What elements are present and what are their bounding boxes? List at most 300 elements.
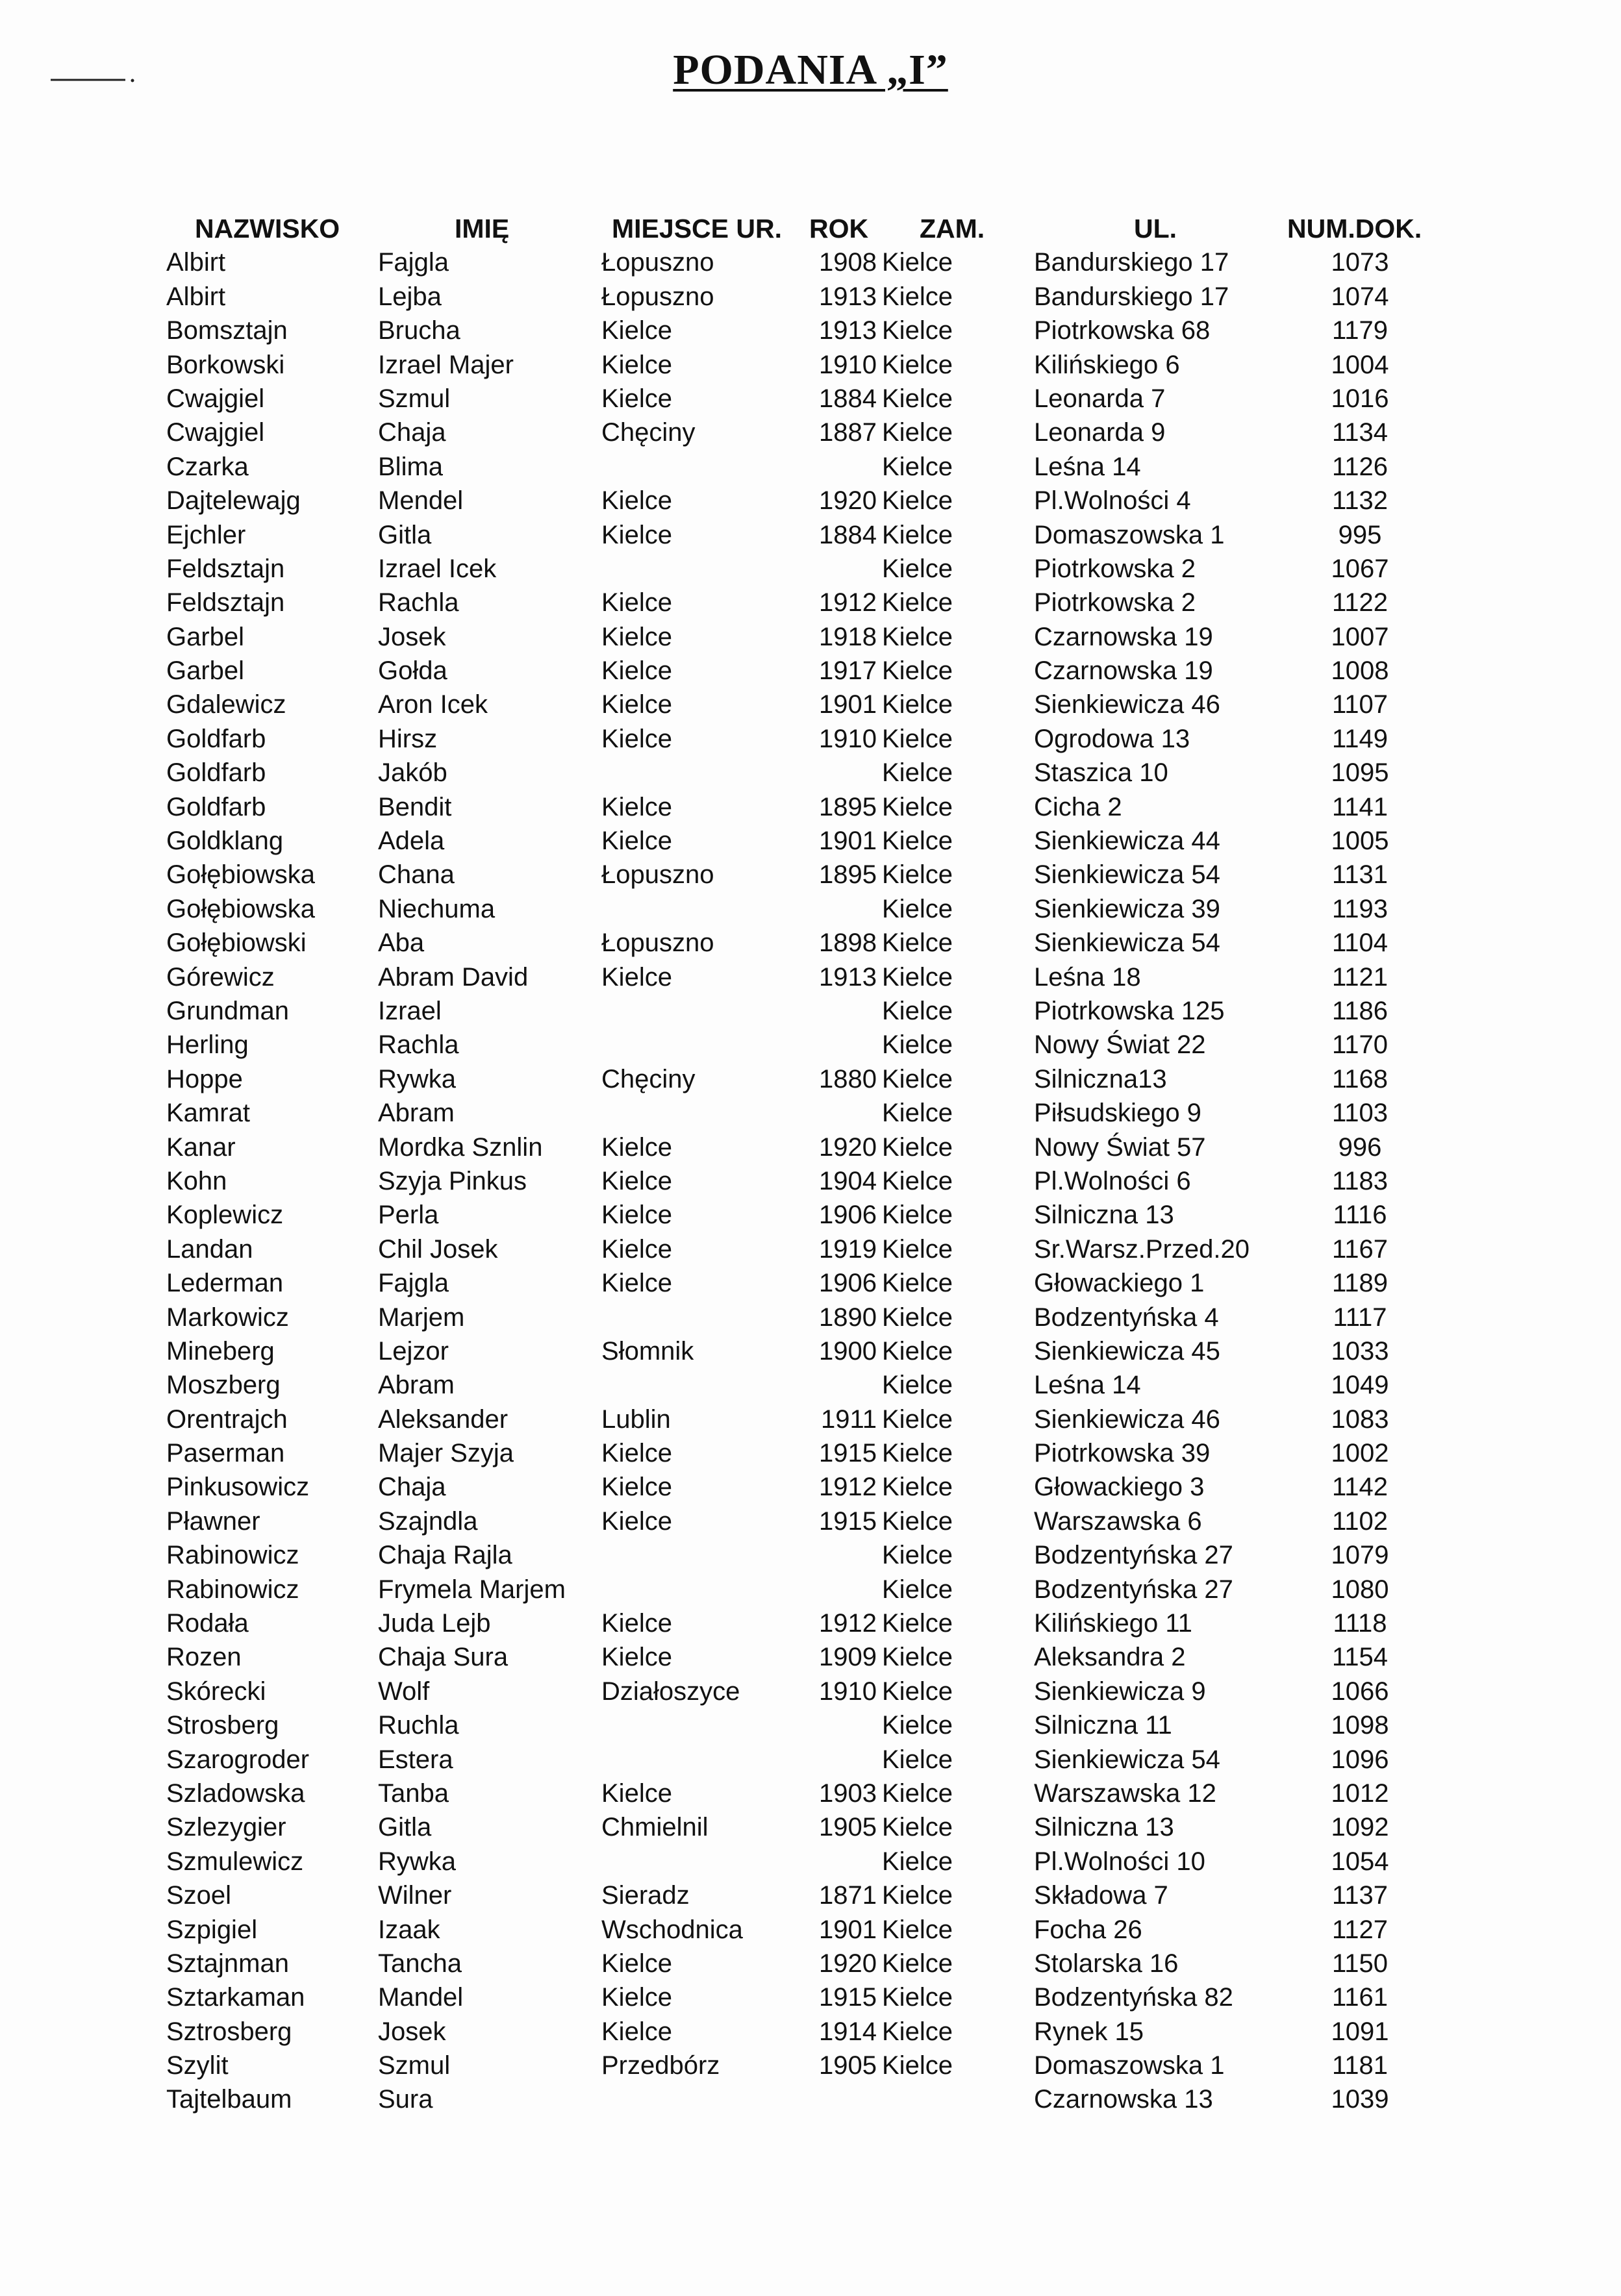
cell-residence: Kielce bbox=[882, 1439, 953, 1468]
cell-doc-number: 1054 bbox=[1331, 1847, 1389, 1876]
table-row bbox=[0, 722, 1621, 756]
cell-street: Warszawska 12 bbox=[1034, 1778, 1216, 1808]
cell-name: Tancha bbox=[378, 1949, 462, 1978]
cell-year: 1901 bbox=[819, 1915, 877, 1944]
cell-residence: Kielce bbox=[882, 1371, 953, 1400]
cell-surname: Tajtelbaum bbox=[166, 2085, 292, 2114]
cell-name: Estera bbox=[378, 1745, 453, 1774]
cell-doc-number: 1016 bbox=[1331, 384, 1389, 413]
cell-doc-number: 1189 bbox=[1331, 1269, 1388, 1298]
cell-name: Szyja Pinkus bbox=[378, 1166, 527, 1195]
table-row bbox=[0, 2082, 1621, 2116]
cell-street: Silniczna 13 bbox=[1034, 1813, 1174, 1842]
cell-doc-number: 1170 bbox=[1331, 1030, 1388, 1060]
cell-residence: Kielce bbox=[882, 1677, 953, 1706]
cell-name: Rywka bbox=[378, 1847, 457, 1876]
table-row bbox=[0, 1130, 1621, 1164]
cell-doc-number: 1183 bbox=[1331, 1166, 1388, 1195]
header-year: ROK bbox=[809, 214, 869, 243]
cell-name: Izrael bbox=[378, 996, 442, 1025]
cell-birthplace: Kielce bbox=[601, 1439, 672, 1468]
cell-doc-number: 1134 bbox=[1331, 418, 1388, 447]
cell-name: Lejzor bbox=[378, 1336, 449, 1366]
table-row bbox=[0, 1845, 1621, 1878]
cell-year: 1871 bbox=[819, 1881, 877, 1910]
cell-residence: Kielce bbox=[882, 758, 953, 788]
cell-residence: Kielce bbox=[882, 724, 953, 753]
table-row bbox=[0, 1947, 1621, 1980]
cell-name: Brucha bbox=[378, 316, 460, 345]
cell-residence: Kielce bbox=[882, 860, 953, 890]
cell-year: 1884 bbox=[819, 520, 877, 549]
cell-residence: Kielce bbox=[882, 1099, 953, 1128]
cell-residence: Kielce bbox=[882, 962, 953, 992]
cell-birthplace: Kielce bbox=[601, 350, 672, 379]
table-row bbox=[0, 2049, 1621, 2082]
cell-doc-number: 1168 bbox=[1331, 1064, 1388, 1093]
table-row bbox=[0, 416, 1621, 449]
cell-street: Pl.Wolności 4 bbox=[1034, 486, 1191, 516]
table-row bbox=[0, 1470, 1621, 1504]
cell-name: Blima bbox=[378, 452, 444, 481]
cell-year: 1913 bbox=[819, 962, 877, 992]
table-row bbox=[0, 1164, 1621, 1198]
cell-year: 1910 bbox=[819, 350, 877, 379]
cell-residence: Kielce bbox=[882, 418, 953, 447]
cell-year: 1918 bbox=[819, 622, 877, 651]
cell-name: Chaja Rajla bbox=[378, 1541, 512, 1570]
cell-residence: Kielce bbox=[882, 1132, 953, 1162]
cell-surname: Cwajgiel bbox=[166, 384, 265, 413]
cell-birthplace: Kielce bbox=[601, 827, 672, 856]
cell-doc-number: 1067 bbox=[1331, 554, 1389, 583]
table-row bbox=[0, 1368, 1621, 1402]
cell-street: Leonarda 9 bbox=[1034, 418, 1166, 447]
table-row bbox=[0, 1810, 1621, 1844]
cell-surname: Garbel bbox=[166, 622, 245, 651]
cell-residence: Kielce bbox=[882, 588, 953, 618]
cell-year: 1906 bbox=[819, 1269, 877, 1298]
cell-doc-number: 1154 bbox=[1331, 1643, 1388, 1672]
cell-residence: Kielce bbox=[882, 656, 953, 686]
cell-year: 1912 bbox=[819, 588, 877, 618]
cell-birthplace: Łopuszno bbox=[601, 929, 714, 958]
header-doc-number: NUM.DOK. bbox=[1287, 214, 1422, 243]
cell-year: 1912 bbox=[819, 1609, 877, 1638]
cell-doc-number: 1126 bbox=[1331, 452, 1388, 481]
cell-year: 1913 bbox=[819, 316, 877, 345]
cell-year: 1920 bbox=[819, 1949, 877, 1978]
cell-year: 1906 bbox=[819, 1201, 877, 1230]
table-row bbox=[0, 790, 1621, 824]
cell-street: Pl.Wolności 10 bbox=[1034, 1847, 1205, 1876]
cell-residence: Kielce bbox=[882, 1575, 953, 1604]
cell-residence: Kielce bbox=[882, 316, 953, 345]
cell-year: 1915 bbox=[819, 1439, 877, 1468]
cell-doc-number: 995 bbox=[1338, 520, 1382, 549]
cell-residence: Kielce bbox=[882, 248, 953, 277]
table-row bbox=[0, 586, 1621, 619]
cell-birthplace: Kielce bbox=[601, 1609, 672, 1638]
cell-street: Nowy Świat 22 bbox=[1034, 1030, 1206, 1060]
cell-doc-number: 1080 bbox=[1331, 1575, 1389, 1604]
table-row bbox=[0, 620, 1621, 654]
cell-surname: Strosberg bbox=[166, 1711, 279, 1740]
cell-name: Szajndla bbox=[378, 1506, 478, 1536]
table-row bbox=[0, 1980, 1621, 2014]
cell-residence: Kielce bbox=[882, 1541, 953, 1570]
cell-name: Niechuma bbox=[378, 894, 496, 923]
cell-birthplace: Łopuszno bbox=[601, 282, 714, 311]
cell-year: 1910 bbox=[819, 724, 877, 753]
cell-doc-number: 1092 bbox=[1331, 1813, 1389, 1842]
table-row bbox=[0, 1878, 1621, 1912]
cell-name: Wilner bbox=[378, 1881, 452, 1910]
cell-surname: Lederman bbox=[166, 1269, 284, 1298]
cell-street: Focha 26 bbox=[1034, 1915, 1142, 1944]
cell-doc-number: 1149 bbox=[1331, 724, 1388, 753]
table-row bbox=[0, 1777, 1621, 1810]
cell-street: Leśna 18 bbox=[1034, 962, 1141, 992]
cell-birthplace: Kielce bbox=[601, 656, 672, 686]
cell-year: 1914 bbox=[819, 2017, 877, 2046]
cell-doc-number: 1073 bbox=[1331, 248, 1389, 277]
cell-residence: Kielce bbox=[882, 1881, 953, 1910]
cell-street: Bodzentyńska 27 bbox=[1034, 1575, 1233, 1604]
cell-year: 1915 bbox=[819, 1983, 877, 2012]
cell-street: Bandurskiego 17 bbox=[1034, 248, 1229, 277]
cell-surname: Pinkusowicz bbox=[166, 1473, 310, 1502]
cell-name: Rywka bbox=[378, 1064, 457, 1093]
table-row bbox=[0, 824, 1621, 858]
cell-birthplace: Kielce bbox=[601, 2017, 672, 2046]
cell-birthplace: Kielce bbox=[601, 1473, 672, 1502]
cell-doc-number: 1103 bbox=[1331, 1099, 1388, 1128]
cell-name: Chaja bbox=[378, 418, 446, 447]
cell-surname: Hoppe bbox=[166, 1064, 243, 1093]
cell-name: Abram bbox=[378, 1371, 455, 1400]
cell-street: Rynek 15 bbox=[1034, 2017, 1144, 2046]
cell-surname: Paserman bbox=[166, 1439, 285, 1468]
cell-name: Chil Josek bbox=[378, 1234, 498, 1264]
cell-year: 1898 bbox=[819, 929, 877, 958]
cell-doc-number: 1179 bbox=[1331, 316, 1388, 345]
table-row bbox=[0, 1096, 1621, 1130]
table-row bbox=[0, 245, 1621, 279]
cell-surname: Herling bbox=[166, 1030, 249, 1060]
cell-surname: Ejchler bbox=[166, 520, 246, 549]
cell-year: 1905 bbox=[819, 1813, 877, 1842]
cell-year: 1913 bbox=[819, 282, 877, 311]
cell-surname: Garbel bbox=[166, 656, 245, 686]
cell-name: Rachla bbox=[378, 588, 459, 618]
table-row bbox=[0, 858, 1621, 892]
cell-street: Sienkiewicza 45 bbox=[1034, 1336, 1220, 1366]
cell-street: Czarnowska 13 bbox=[1034, 2085, 1213, 2114]
cell-birthplace: Kielce bbox=[601, 316, 672, 345]
cell-surname: Kohn bbox=[166, 1166, 227, 1195]
cell-residence: Kielce bbox=[882, 1201, 953, 1230]
cell-residence: Kielce bbox=[882, 1303, 953, 1332]
table-row bbox=[0, 1266, 1621, 1300]
table-row bbox=[0, 1301, 1621, 1334]
cell-surname: Landan bbox=[166, 1234, 253, 1264]
cell-surname: Rabinowicz bbox=[166, 1541, 299, 1570]
cell-doc-number: 1117 bbox=[1333, 1303, 1387, 1332]
cell-name: Marjem bbox=[378, 1303, 465, 1332]
cell-birthplace: Kielce bbox=[601, 1269, 672, 1298]
cell-birthplace: Chmielnil bbox=[601, 1813, 709, 1842]
cell-birthplace: Kielce bbox=[601, 1643, 672, 1672]
cell-birthplace: Kielce bbox=[601, 1201, 672, 1230]
cell-doc-number: 1141 bbox=[1331, 792, 1388, 821]
cell-surname: Cwajgiel bbox=[166, 418, 265, 447]
cell-surname: Mineberg bbox=[166, 1336, 275, 1366]
cell-name: Chaja bbox=[378, 1473, 446, 1502]
cell-doc-number: 996 bbox=[1338, 1132, 1382, 1162]
cell-surname: Szlezygier bbox=[166, 1813, 286, 1842]
table-row bbox=[0, 1504, 1621, 1538]
cell-surname: Feldsztajn bbox=[166, 588, 285, 618]
cell-name: Gołda bbox=[378, 656, 447, 686]
cell-name: Josek bbox=[378, 2017, 446, 2046]
cell-street: Bodzentyńska 82 bbox=[1034, 1983, 1233, 2012]
table-row bbox=[0, 1708, 1621, 1742]
cell-street: Głowackiego 1 bbox=[1034, 1269, 1205, 1298]
cell-year: 1895 bbox=[819, 792, 877, 821]
cell-residence: Kielce bbox=[882, 2051, 953, 2080]
cell-street: Bodzentyńska 27 bbox=[1034, 1541, 1233, 1570]
cell-year: 1895 bbox=[819, 860, 877, 890]
header-residence: ZAM. bbox=[920, 214, 985, 243]
cell-street: Leonarda 7 bbox=[1034, 384, 1166, 413]
cell-doc-number: 1002 bbox=[1331, 1439, 1389, 1468]
cell-residence: Kielce bbox=[882, 282, 953, 311]
table-row bbox=[0, 1913, 1621, 1947]
table-row bbox=[0, 382, 1621, 416]
cell-name: Bendit bbox=[378, 792, 452, 821]
table-row bbox=[0, 280, 1621, 314]
cell-surname: Szylit bbox=[166, 2051, 229, 2080]
cell-surname: Markowicz bbox=[166, 1303, 289, 1332]
cell-street: Ogrodowa 13 bbox=[1034, 724, 1190, 753]
table-row bbox=[0, 654, 1621, 688]
header-surname: NAZWISKO bbox=[195, 214, 340, 243]
cell-street: Stolarska 16 bbox=[1034, 1949, 1179, 1978]
cell-street: Kilińskiego 6 bbox=[1034, 350, 1180, 379]
cell-street: Czarnowska 19 bbox=[1034, 656, 1213, 686]
cell-doc-number: 1049 bbox=[1331, 1371, 1389, 1400]
cell-surname: Gołębiowski bbox=[166, 929, 307, 958]
cell-year: 1920 bbox=[819, 1132, 877, 1162]
cell-doc-number: 1096 bbox=[1331, 1745, 1389, 1774]
cell-street: Piotrkowska 2 bbox=[1034, 588, 1196, 618]
cell-residence: Kielce bbox=[882, 792, 953, 821]
cell-surname: Koplewicz bbox=[166, 1201, 284, 1230]
cell-residence: Kielce bbox=[882, 2017, 953, 2046]
cell-year: 1911 bbox=[820, 1404, 877, 1434]
cell-name: Ruchla bbox=[378, 1711, 459, 1740]
cell-street: Sienkiewicza 54 bbox=[1034, 1745, 1220, 1774]
table-row bbox=[0, 1232, 1621, 1266]
cell-street: Sienkiewicza 46 bbox=[1034, 690, 1220, 719]
cell-street: Leśna 14 bbox=[1034, 1371, 1141, 1400]
cell-year: 1880 bbox=[819, 1064, 877, 1093]
cell-doc-number: 1074 bbox=[1331, 282, 1389, 311]
cell-residence: Kielce bbox=[882, 622, 953, 651]
cell-doc-number: 1005 bbox=[1331, 827, 1389, 856]
cell-name: Rachla bbox=[378, 1030, 459, 1060]
cell-birthplace: Kielce bbox=[601, 588, 672, 618]
cell-doc-number: 1004 bbox=[1331, 350, 1389, 379]
cell-name: Mandel bbox=[378, 1983, 464, 2012]
table-row bbox=[0, 1573, 1621, 1606]
cell-street: Sienkiewicza 9 bbox=[1034, 1677, 1206, 1706]
cell-street: Piotrkowska 125 bbox=[1034, 996, 1225, 1025]
cell-surname: Rodała bbox=[166, 1609, 249, 1638]
cell-surname: Rozen bbox=[166, 1643, 242, 1672]
cell-name: Juda Lejb bbox=[378, 1609, 491, 1638]
cell-birthplace: Kielce bbox=[601, 622, 672, 651]
table-row bbox=[0, 450, 1621, 484]
cell-residence: Kielce bbox=[882, 1234, 953, 1264]
cell-street: Piotrkowska 68 bbox=[1034, 316, 1211, 345]
cell-year: 1908 bbox=[819, 248, 877, 277]
cell-surname: Goldklang bbox=[166, 827, 284, 856]
cell-surname: Orentrajch bbox=[166, 1404, 288, 1434]
cell-name: Tanba bbox=[378, 1778, 449, 1808]
cell-birthplace: Kielce bbox=[601, 1234, 672, 1264]
table-row bbox=[0, 518, 1621, 552]
cell-year: 1903 bbox=[819, 1778, 877, 1808]
cell-surname: Szpigiel bbox=[166, 1915, 258, 1944]
cell-name: Fajgla bbox=[378, 1269, 449, 1298]
header-street: UL. bbox=[1134, 214, 1177, 243]
table-row bbox=[0, 756, 1621, 790]
cell-surname: Sztarkaman bbox=[166, 1983, 305, 2012]
cell-street: Staszica 10 bbox=[1034, 758, 1168, 788]
cell-residence: Kielce bbox=[882, 520, 953, 549]
cell-name: Izaak bbox=[378, 1915, 440, 1944]
cell-birthplace: Chęciny bbox=[601, 418, 696, 447]
cell-street: Czarnowska 19 bbox=[1034, 622, 1213, 651]
cell-residence: Kielce bbox=[882, 894, 953, 923]
cell-residence: Kielce bbox=[882, 452, 953, 481]
cell-surname: Gdalewicz bbox=[166, 690, 286, 719]
cell-doc-number: 1193 bbox=[1331, 894, 1388, 923]
cell-surname: Szarogroder bbox=[166, 1745, 310, 1774]
document-title: PODANIA „I” bbox=[673, 46, 948, 94]
cell-name: Szmul bbox=[378, 2051, 451, 2080]
cell-doc-number: 1098 bbox=[1331, 1711, 1389, 1740]
cell-birthplace: Kielce bbox=[601, 384, 672, 413]
table-row bbox=[0, 926, 1621, 960]
cell-residence: Kielce bbox=[882, 1949, 953, 1978]
cell-year: 1901 bbox=[819, 827, 877, 856]
cell-name: Adela bbox=[378, 827, 445, 856]
table-row bbox=[0, 2015, 1621, 2049]
cell-name: Gitla bbox=[378, 1813, 432, 1842]
cell-street: Leśna 14 bbox=[1034, 452, 1141, 481]
cell-year: 1901 bbox=[819, 690, 877, 719]
cell-street: Kilińskiego 11 bbox=[1034, 1609, 1192, 1638]
cell-birthplace: Kielce bbox=[601, 724, 672, 753]
cell-surname: Goldfarb bbox=[166, 758, 266, 788]
cell-name: Abram bbox=[378, 1099, 455, 1128]
cell-street: Domaszowska 1 bbox=[1034, 520, 1225, 549]
cell-residence: Kielce bbox=[882, 1745, 953, 1774]
cell-residence: Kielce bbox=[882, 1711, 953, 1740]
cell-doc-number: 1104 bbox=[1331, 929, 1388, 958]
cell-birthplace: Kielce bbox=[601, 690, 672, 719]
table-row bbox=[0, 1198, 1621, 1232]
table-row bbox=[0, 1640, 1621, 1674]
cell-year: 1905 bbox=[819, 2051, 877, 2080]
cell-surname: Szmulewicz bbox=[166, 1847, 304, 1876]
cell-residence: Kielce bbox=[882, 384, 953, 413]
cell-year: 1900 bbox=[819, 1336, 877, 1366]
cell-year: 1917 bbox=[819, 656, 877, 686]
cell-birthplace: Kielce bbox=[601, 962, 672, 992]
cell-surname: Skórecki bbox=[166, 1677, 266, 1706]
cell-street: Cicha 2 bbox=[1034, 792, 1122, 821]
cell-residence: Kielce bbox=[882, 1778, 953, 1808]
cell-surname: Szladowska bbox=[166, 1778, 305, 1808]
cell-year: 1909 bbox=[819, 1643, 877, 1672]
table-row bbox=[0, 1028, 1621, 1062]
cell-doc-number: 1107 bbox=[1331, 690, 1388, 719]
cell-doc-number: 1079 bbox=[1331, 1541, 1389, 1570]
cell-surname: Grundman bbox=[166, 996, 289, 1025]
table-row bbox=[0, 1436, 1621, 1470]
cell-year: 1890 bbox=[819, 1303, 877, 1332]
header-birthplace: MIEJSCE UR. bbox=[612, 214, 782, 243]
cell-doc-number: 1161 bbox=[1331, 1983, 1388, 2012]
cell-birthplace: Kielce bbox=[601, 486, 672, 516]
table-row bbox=[0, 688, 1621, 721]
cell-doc-number: 1007 bbox=[1331, 622, 1389, 651]
cell-surname: Bomsztajn bbox=[166, 316, 288, 345]
cell-year: 1904 bbox=[819, 1166, 877, 1195]
cell-doc-number: 1095 bbox=[1331, 758, 1389, 788]
cell-doc-number: 1012 bbox=[1331, 1778, 1389, 1808]
cell-name: Izrael Majer bbox=[378, 350, 514, 379]
cell-residence: Kielce bbox=[882, 1473, 953, 1502]
cell-residence: Kielce bbox=[882, 486, 953, 516]
cell-residence: Kielce bbox=[882, 1983, 953, 2012]
cell-name: Jakób bbox=[378, 758, 447, 788]
cell-year: 1887 bbox=[819, 418, 877, 447]
cell-surname: Albirt bbox=[166, 282, 226, 311]
cell-residence: Kielce bbox=[882, 690, 953, 719]
cell-surname: Borkowski bbox=[166, 350, 285, 379]
cell-birthplace: Łopuszno bbox=[601, 860, 714, 890]
cell-birthplace: Kielce bbox=[601, 1506, 672, 1536]
cell-doc-number: 1091 bbox=[1331, 2017, 1389, 2046]
records-table bbox=[0, 212, 1621, 2117]
cell-name: Josek bbox=[378, 622, 446, 651]
cell-name: Izrael Icek bbox=[378, 554, 497, 583]
cell-doc-number: 1142 bbox=[1331, 1473, 1388, 1502]
cell-name: Mordka Sznlin bbox=[378, 1132, 543, 1162]
cell-name: Aron Icek bbox=[378, 690, 488, 719]
table-row bbox=[0, 1062, 1621, 1096]
cell-surname: Dajtelewajg bbox=[166, 486, 301, 516]
cell-doc-number: 1118 bbox=[1333, 1609, 1387, 1638]
cell-street: Bandurskiego 17 bbox=[1034, 282, 1229, 311]
cell-residence: Kielce bbox=[882, 350, 953, 379]
cell-name: Frymela Marjem bbox=[378, 1575, 566, 1604]
